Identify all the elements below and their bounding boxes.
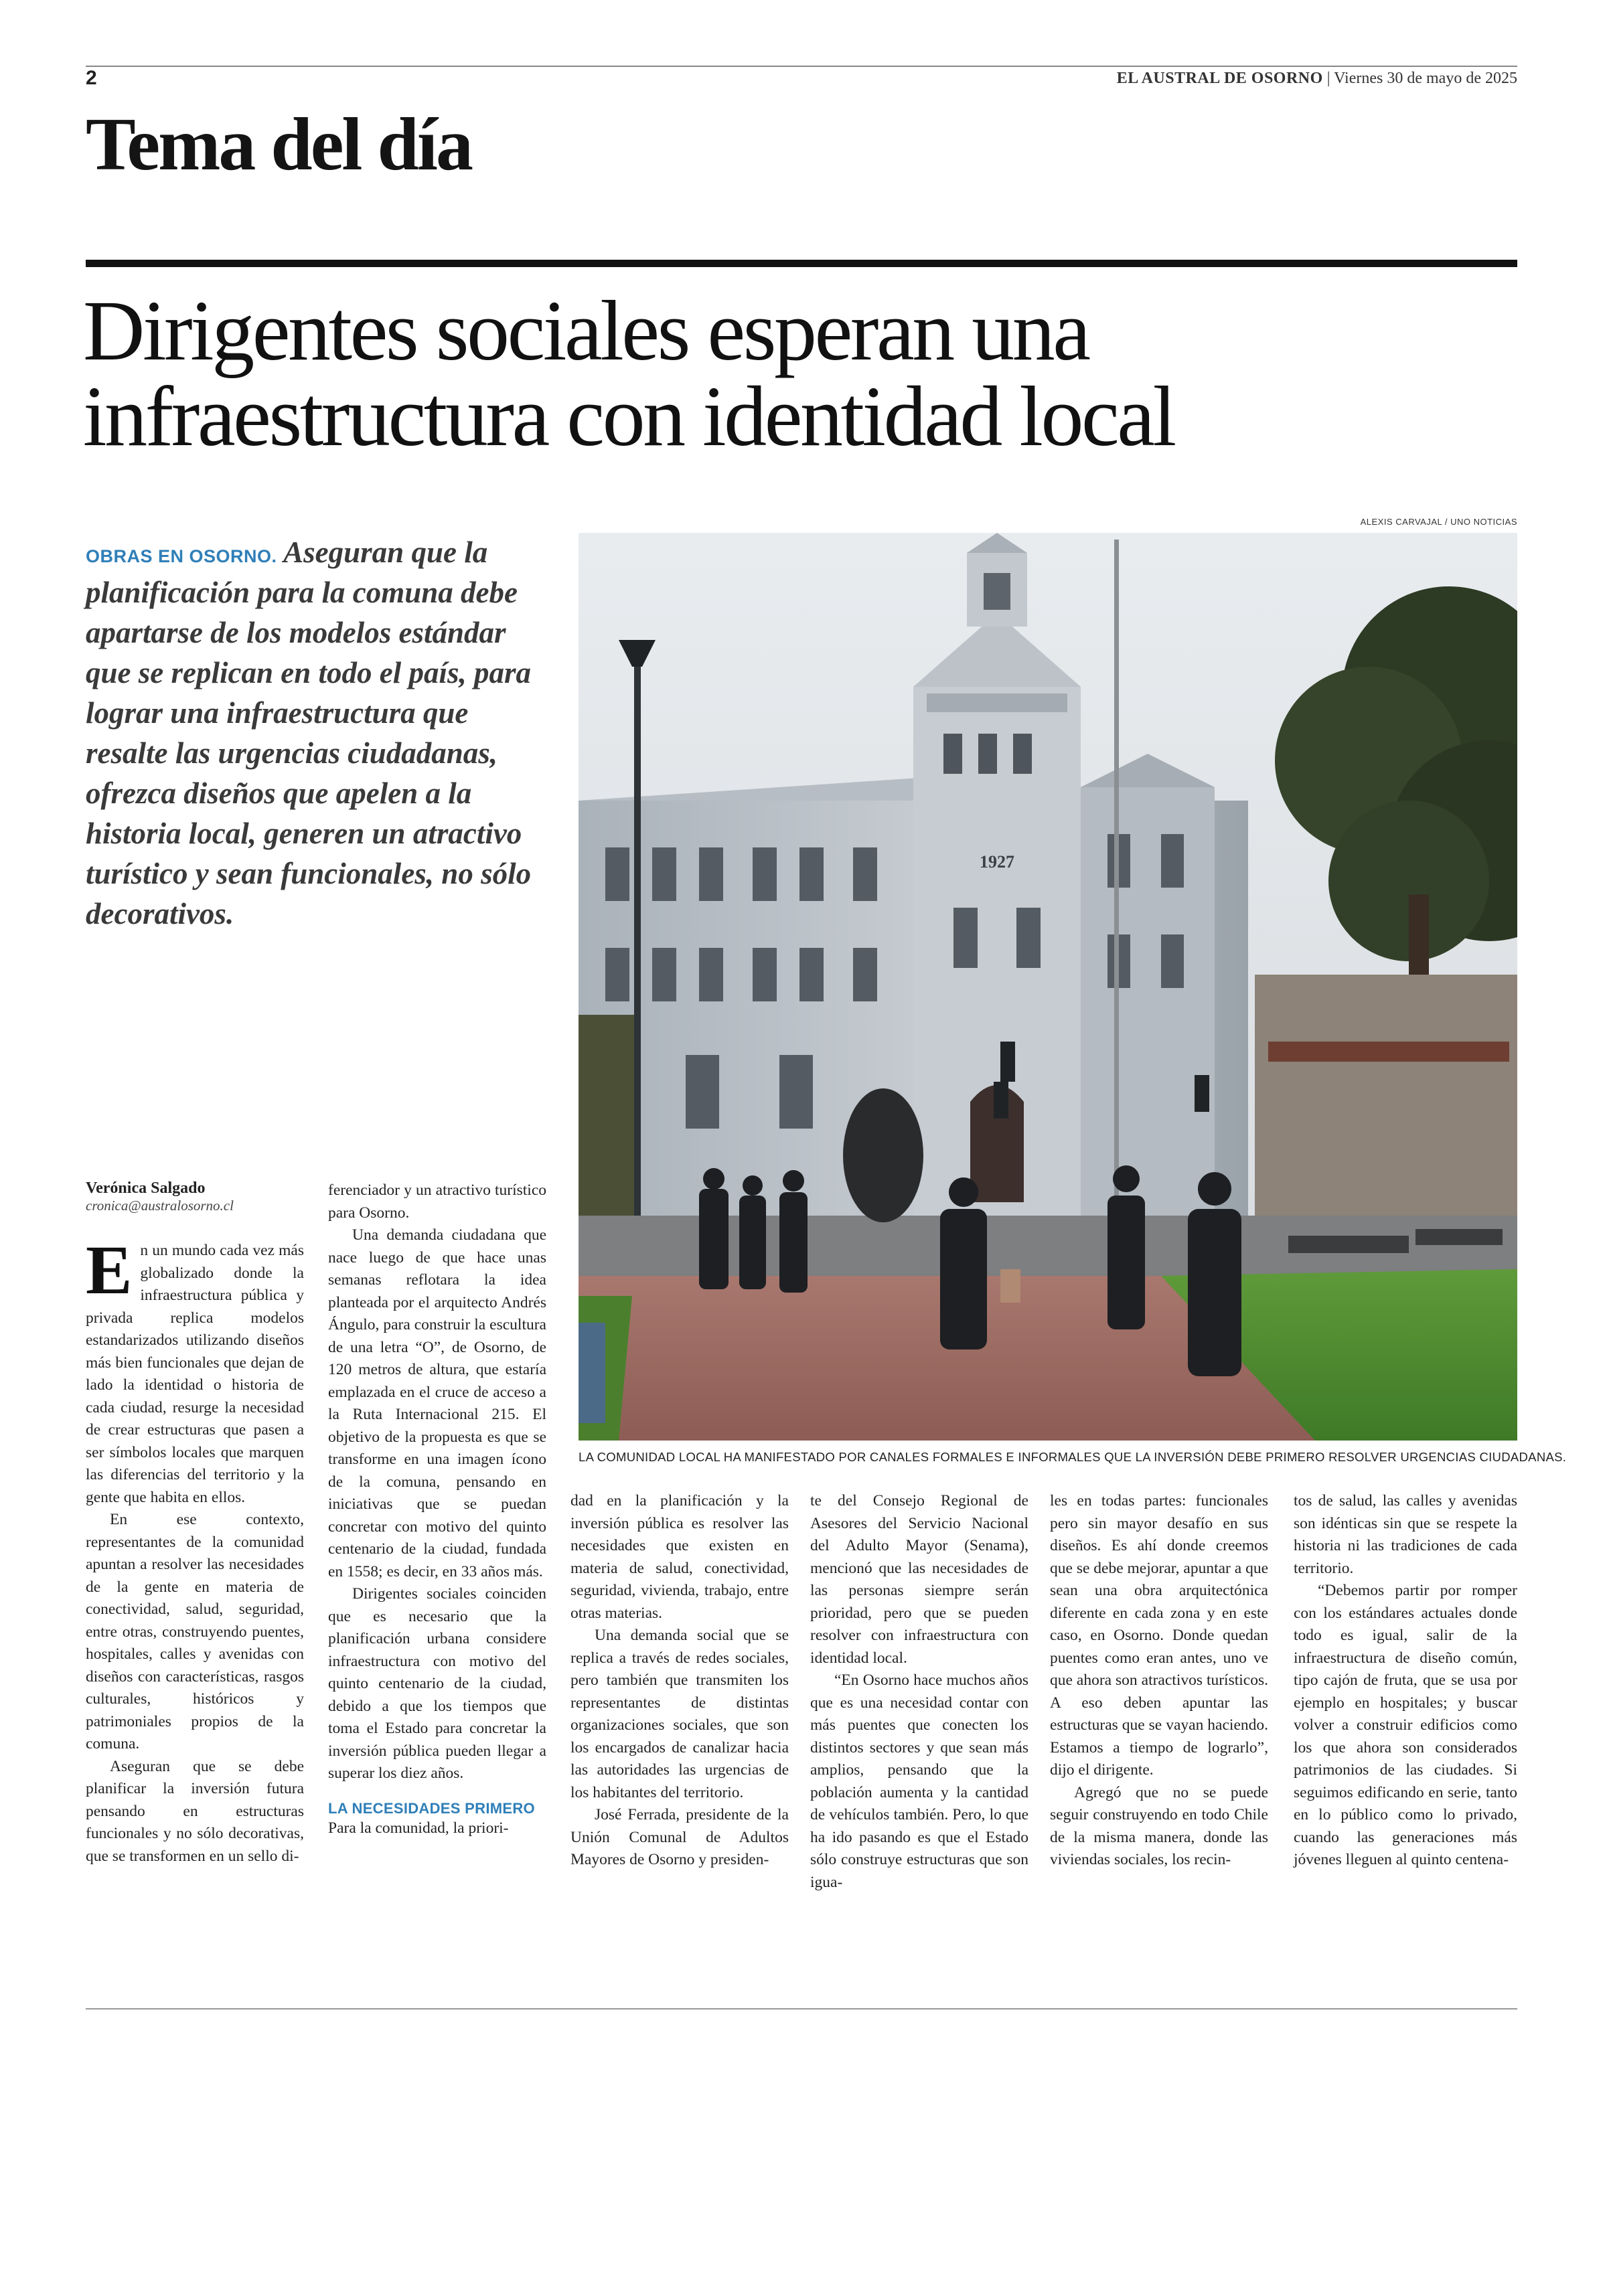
lead-text: Aseguran que la planificación para la comuna debe apartarse de los modelos estándar que se replican en todo el país, para lograr una infraestructura que resalte las urgencias ciudadanas, ofrezca diseños que apelen a la historia local, generen un atractivo turístico y sean funcionales, no sólo decorativos.: [86, 536, 532, 930]
dropcap: E: [86, 1232, 133, 1309]
body-paragraph: tos de salud, las calles y avenidas son idénticas sin que se respete la historia ni las tradiciones de cada territorio.: [1294, 1492, 1517, 1577]
photo-credit: ALEXIS CARVAJAL / UNO NOTICIAS: [1360, 517, 1517, 527]
photo-illustration: [579, 533, 1517, 1441]
body-column-4: [810, 1490, 1028, 1894]
main-photo: [579, 533, 1517, 1441]
body-paragraph: José Ferrada, presidente de la Unión Comunal de Adultos Mayores de Osorno y presiden-: [570, 1806, 789, 1868]
headline-line-1: Dirigentes sociales esperan una: [83, 283, 1089, 378]
body-column-2: [328, 1179, 546, 1839]
author-email: cronica@australosorno.cl: [86, 1198, 234, 1214]
photo-caption: LA COMUNIDAD LOCAL HA MANIFESTADO POR CANALES FORMALES E INFORMALES QUE LA INVERSIÓN DEBE PRIMERO RESOLVER URGENCIAS CIUDADANAS.: [579, 1450, 1567, 1464]
body-paragraph: dad en la planificación y la inversión pública es resolver las necesidades que existen en materia de salud, conectividad, seguridad, vivienda, trabajo, entre otras materias.: [570, 1492, 789, 1622]
building-year: 1927: [980, 852, 1014, 872]
body-paragraph: te del Consejo Regional de Asesores del Servicio Nacional del Adulto Mayor (Senama), mencionó que las necesidades de las personas siempre serán prioridad, pero que se pueden resolver con infraestructura con identidad local.: [810, 1492, 1028, 1667]
bottom-rule: [86, 2008, 1517, 2010]
issue-date: | Viernes 30 de mayo de 2025: [1326, 70, 1517, 87]
lead-paragraph: [86, 532, 554, 934]
author-name: Verónica Salgado: [86, 1179, 206, 1197]
headline-top-rule: [86, 260, 1517, 267]
body-paragraph: “Debemos partir por romper con los estándares actuales donde todo es igual, salir de la infraestructura de diseño común, tipo cajón de fruta, que se usa por ejemplo en hospitales; y buscar volver a construir edificios como los que ahora son considerados patrimonios de las ciudades. Si seguimos edificando en serie, tanto en lo público como lo privado, cuando las generaciones más jóvenes lleguen al quinto centena-: [1294, 1582, 1517, 1868]
body-paragraph: En ese contexto, representantes de la comunidad apuntan a resolver las necesidades de la gente en materia de conectividad, salud, seguridad, entre otras, construyendo puentes, hospitales, calles y avenidas con diseños con características, rasgos culturales, históricos y patrimoniales propios de la comuna.: [86, 1511, 304, 1752]
headline-line-2: infraestructura con identidad local: [83, 369, 1174, 464]
headline: [83, 283, 1543, 464]
body-paragraph: ferenciador y un atractivo turístico para Osorno.: [328, 1181, 546, 1222]
body-column-1: [86, 1179, 304, 1868]
publication-name: EL AUSTRAL DE OSORNO: [1116, 70, 1323, 87]
body-paragraph: Aseguran que se debe planificar la inversión futura pensando en estructuras funcionales y no sólo decorativas, que se transformen en un sello di-: [86, 1757, 304, 1865]
body-column-3: [570, 1490, 789, 1872]
body-paragraph: Agregó que no se puede seguir construyendo en todo Chile de la misma manera, donde las viviendas sociales, los recin-: [1050, 1783, 1268, 1868]
body-paragraph: Para la comunidad, la priori-: [328, 1819, 509, 1837]
body-paragraph: Dirigentes sociales coinciden que es necesario que la planificación urbana considere infraestructura con motivo del quinto centenario de la ciudad, debido a que los tiempos que toma el Estado para concretar la inversión pública pueden llegar a superar los diez años.: [328, 1585, 546, 1782]
section-title: Tema del día: [86, 103, 471, 186]
body-paragraph: En un mundo cada vez más globalizado donde la infraestructura pública y privada replica modelos estandarizados utilizando diseños más bien funcionales que dejan de lado la identidad o historia de cada ciudad, resurge la necesidad de crear estructuras que pasen a ser símbolos locales que marquen las diferencias del territorio y la gente que habita en ellos.: [86, 1232, 304, 1506]
body-paragraph: Una demanda ciudadana que nace luego de que hace unas semanas reflotara la idea planteada por el arquitecto Andrés Ángulo, para construir la escultura de una letra “O”, de Osorno, de 120 metros de altura, que estaría emplazada en el cruce de acceso a la Ruta Internacional 215. El objetivo de la propuesta es que se transforme en una imagen ícono de la comuna, pensando en iniciativas que se puedan concretar con motivo del quinto centenario de la ciudad, fundada en 1558; es decir, en 33 años más.: [328, 1226, 546, 1580]
body-column-5: [1050, 1490, 1268, 1872]
page-number: 2: [86, 67, 97, 89]
body-paragraph: les en todas partes: funcionales pero sin mayor desafío en sus diseños. Es ahí donde creemos que se debe mejorar, apuntar a que sean una obra arquitectónica diferente en cada zona y en este caso, en Osorno. Donde quedan puentes como eran antes, uno ve que ahora son atractivos turísticos. A eso deben apuntar las estructuras que se vayan haciendo. Estamos a tiempo de lograrlo”, dijo el dirigente.: [1050, 1492, 1268, 1779]
kicker: OBRAS EN OSORNO.: [86, 546, 277, 566]
body-column-6: [1294, 1490, 1517, 1872]
body-paragraph: Una demanda social que se replica a través de redes sociales, pero también que transmiten los representantes de distintas organizaciones sociales, que son los encargados de canalizar hacia las autoridades las urgencias de los habitantes del territorio.: [570, 1627, 789, 1801]
subheading: LA NECESIDADES PRIMERO: [328, 1799, 535, 1817]
masthead-line: [1117, 70, 1517, 88]
body-paragraph: “En Osorno hace muchos años que es una necesidad contar con más puentes que conecten los distintos sectores y que sean más amplios, pensando que la población aumenta y la cantidad de vehículos también. Pero, lo que ha ido pasando es que el Estado sólo construye estructuras que son igua-: [810, 1671, 1028, 1891]
top-rule: [86, 66, 1517, 67]
